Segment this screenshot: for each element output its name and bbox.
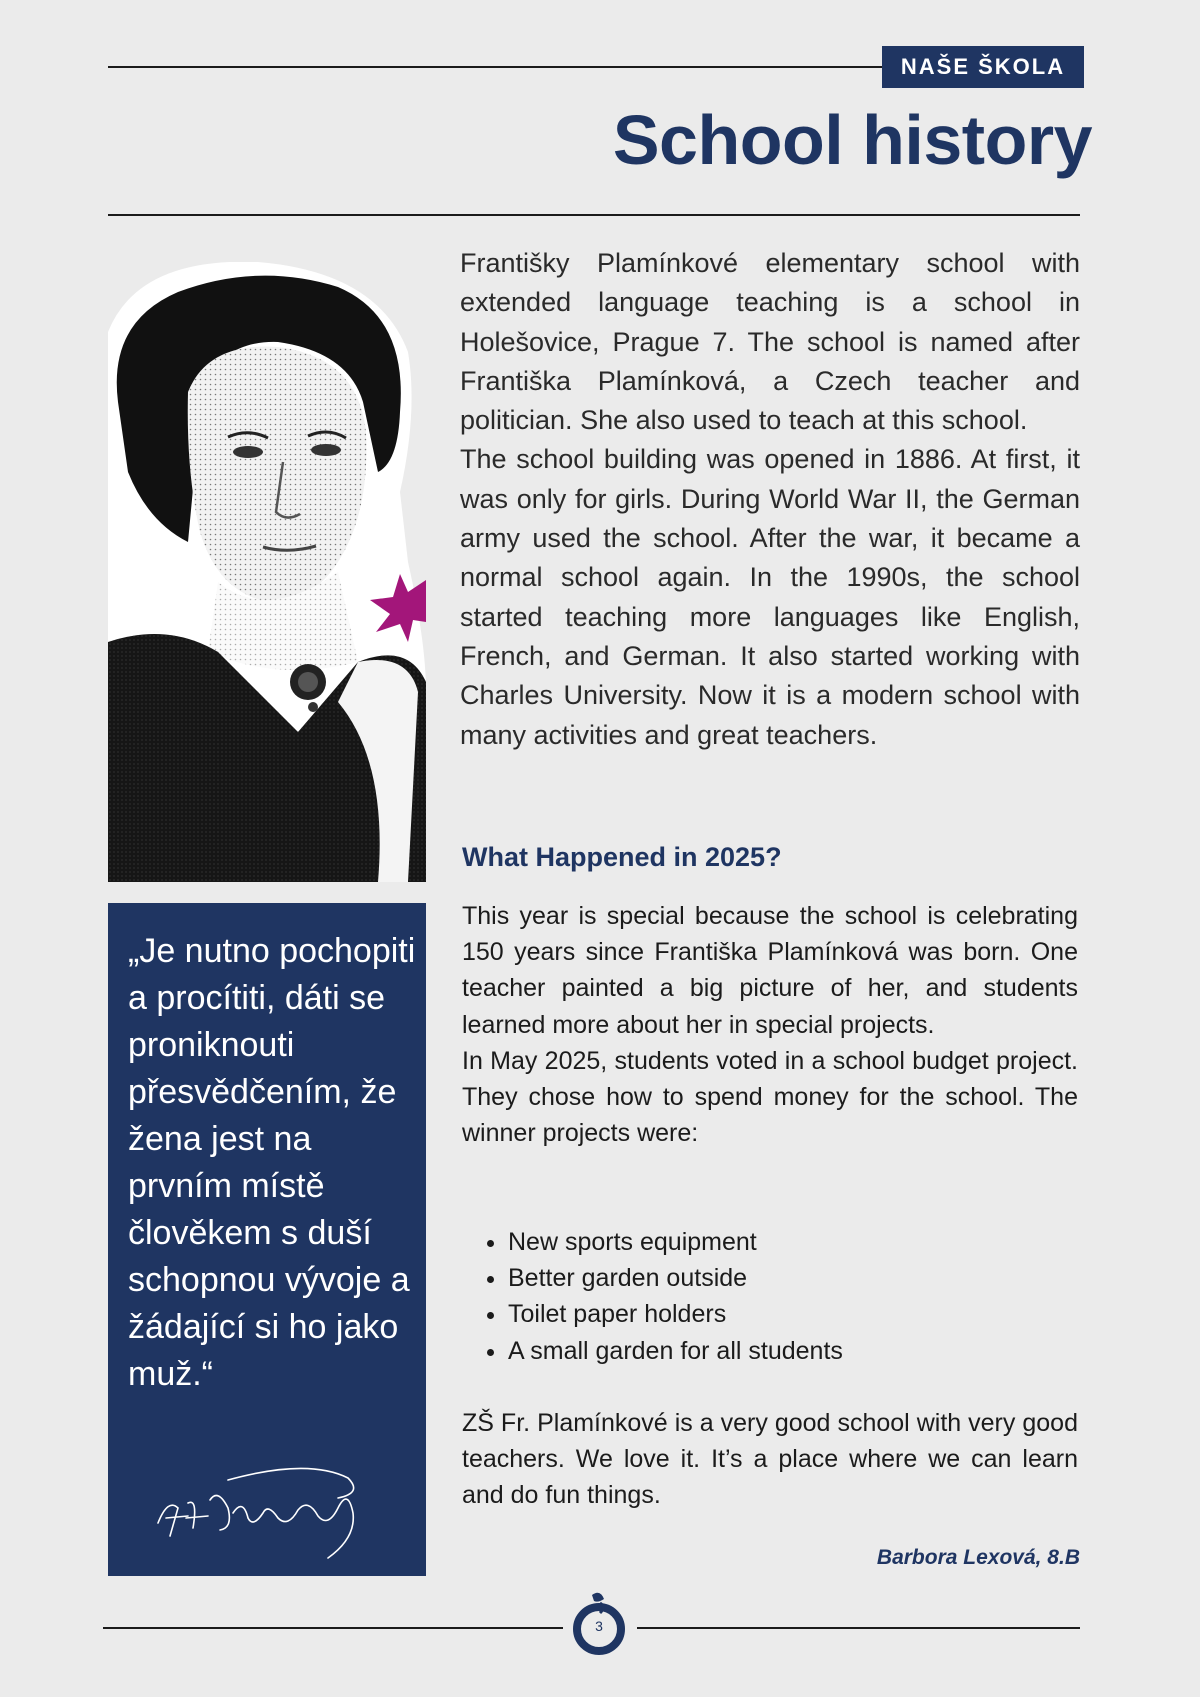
author-credit: Barbora Lexová, 8.B (876, 1546, 1080, 1569)
section-paragraph: In May 2025, students voted in a school budget project. They chose how to spend money for the school. The winner projects were: (462, 1046, 1078, 1148)
footer-rule-right (637, 1627, 1080, 1629)
intro-paragraph: Františky Plamínkové elementary school with extended language teaching is a school in Holešovice, Prague 7. The school is named after Františka Plamínková, a Czech teacher and politician. She also used to teach at this school. (460, 248, 1080, 436)
closing-paragraph: ZŠ Fr. Plamínkové is a very good school with very good teachers. We love it. It’s a place where we can learn and do fun things. (462, 1409, 1078, 1510)
footer-rule-left (103, 1627, 563, 1629)
section-paragraph: This year is special because the school is celebrating 150 years since Františka Plamínková was born. One teacher painted a big picture of her, and students learned more about her in special projects. (462, 902, 1078, 1039)
closing-text (462, 1405, 1078, 1514)
page-title: School history (612, 101, 1092, 179)
section-text (462, 898, 1078, 1151)
list-item: • A small garden for all students (508, 1333, 843, 1369)
section-tag: NAŠE ŠKOLA (882, 46, 1084, 88)
list-item: • Toilet paper holders (508, 1296, 843, 1332)
quote-text: „Je nutno pochopiti a procítiti, dáti se proniknouti přesvědčením, že žena jest na prvním místě člověkem s duší schopnou vývoje a žádající si ho jako muž.“ (128, 932, 416, 1393)
intro-text (460, 244, 1080, 755)
header-rule (108, 66, 884, 68)
signature (148, 1458, 378, 1573)
portrait-photo (108, 262, 426, 882)
title-rule (108, 214, 1080, 216)
list-item: • New sports equipment (508, 1224, 843, 1260)
page-number-badge (570, 1585, 630, 1670)
quote-box (108, 903, 426, 1576)
intro-paragraph: The school building was opened in 1886. At first, it was only for girls. During World War II, the German army used the school. After the war, it became a normal school again. In the 1990s, the school started teaching more languages like English, French, and German. It also started working with Charles University. Now it is a modern school with many activities and great teachers. (460, 444, 1080, 750)
list-item: • Better garden outside (508, 1260, 843, 1296)
winner-projects-list (482, 1224, 843, 1369)
page-number: 3 (595, 1618, 603, 1634)
section-heading: What Happened in 2025? (462, 842, 782, 872)
